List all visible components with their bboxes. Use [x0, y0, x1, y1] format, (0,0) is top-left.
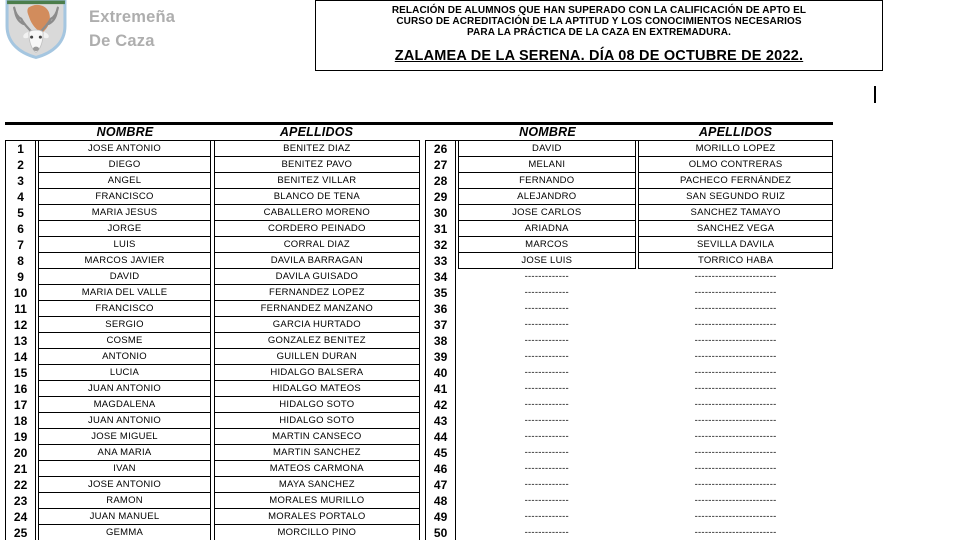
- row-number: 21: [13, 461, 28, 476]
- cell-nombre: -------------: [524, 335, 569, 347]
- student-row: [456, 141, 833, 157]
- cell-apellidos: BENITEZ PAVO: [214, 157, 420, 173]
- cell-apellidos: MARTIN CANSECO: [214, 429, 420, 445]
- empty-row: [456, 381, 833, 397]
- header-nombre: NOMBRE: [96, 125, 154, 140]
- student-row: [456, 237, 833, 253]
- cell-nombre: JORGE: [38, 221, 212, 237]
- row-number: 31: [433, 221, 448, 236]
- cell-apellidos: ------------------------: [694, 319, 777, 331]
- cell-nombre: JOSE CARLOS: [458, 205, 636, 221]
- cell-nombre: -------------: [524, 415, 569, 427]
- student-row: [36, 509, 420, 525]
- cell-apellidos: MARTIN SANCHEZ: [214, 445, 420, 461]
- brand-line-1: Extremeña: [89, 8, 176, 26]
- student-row: [36, 365, 420, 381]
- cell-nombre: -------------: [524, 431, 569, 443]
- cell-apellidos: CABALLERO MORENO: [214, 205, 420, 221]
- row-number: 17: [13, 397, 28, 412]
- empty-row: [456, 429, 833, 445]
- cell-nombre: GEMMA: [38, 525, 212, 540]
- text-cursor: [874, 86, 876, 103]
- row-number: 10: [13, 285, 28, 300]
- cell-apellidos: ------------------------: [694, 447, 777, 459]
- cell-apellidos: ------------------------: [694, 367, 777, 379]
- student-row: [36, 445, 420, 461]
- student-row: [456, 253, 833, 269]
- empty-row: [456, 301, 833, 317]
- cell-nombre: -------------: [524, 399, 569, 411]
- cell-apellidos: MORALES PORTALO: [214, 509, 420, 525]
- row-number: 24: [13, 509, 28, 524]
- row-number: 40: [433, 365, 448, 380]
- row-number: 7: [17, 237, 24, 252]
- cell-nombre: JOSE LUIS: [458, 253, 636, 269]
- student-row: [36, 221, 420, 237]
- cell-apellidos: ------------------------: [694, 399, 777, 411]
- row-number: 33: [433, 253, 448, 268]
- row-number: 47: [433, 477, 448, 492]
- row-number: 48: [433, 493, 448, 508]
- cell-apellidos: SANCHEZ TAMAYO: [638, 205, 833, 221]
- cell-nombre: -------------: [524, 319, 569, 331]
- cell-nombre: DAVID: [38, 269, 212, 285]
- cell-apellidos: MORILLO LOPEZ: [638, 141, 833, 157]
- empty-row: [456, 285, 833, 301]
- title-line-2: CURSO DE ACREDITACIÓN DE LA APTITUD Y LOS CONOCIMIENTOS NECESARIOS: [396, 16, 802, 28]
- title-line-1: RELACIÓN DE ALUMNOS QUE HAN SUPERADO CON LA CALIFICACIÓN DE APTO EL: [391, 5, 807, 16]
- cell-nombre: RAMON: [38, 493, 212, 509]
- cell-nombre: -------------: [524, 303, 569, 315]
- table-rows: [456, 141, 833, 540]
- student-row: [36, 349, 420, 365]
- cell-apellidos: HIDALGO MATEOS: [214, 381, 420, 397]
- student-row: [36, 141, 420, 157]
- roster-table-left: [5, 125, 420, 540]
- cell-apellidos: MAYA SANCHEZ: [214, 477, 420, 493]
- student-row: [456, 221, 833, 237]
- cell-apellidos: HIDALGO BALSERA: [214, 365, 420, 381]
- row-number: 18: [13, 413, 28, 428]
- empty-row: [456, 317, 833, 333]
- cell-apellidos: SAN SEGUNDO RUIZ: [638, 189, 833, 205]
- empty-row: [456, 509, 833, 525]
- row-number: 35: [433, 285, 448, 300]
- student-row: [36, 205, 420, 221]
- cell-nombre: -------------: [524, 511, 569, 523]
- student-row: [36, 413, 420, 429]
- empty-row: [456, 445, 833, 461]
- cell-nombre: JUAN ANTONIO: [38, 413, 212, 429]
- cell-nombre: LUCIA: [38, 365, 212, 381]
- cell-nombre: -------------: [524, 479, 569, 491]
- row-number: 13: [13, 333, 28, 348]
- cell-apellidos: DAVILA GUISADO: [214, 269, 420, 285]
- student-row: [36, 429, 420, 445]
- cell-nombre: FRANCISCO: [38, 301, 212, 317]
- cell-nombre: JOSE ANTONIO: [38, 477, 212, 493]
- header-apellidos: APELLIDOS: [279, 125, 354, 140]
- cell-apellidos: PACHECO FERNÁNDEZ: [638, 173, 833, 189]
- cell-apellidos: SEVILLA DAVILA: [638, 237, 833, 253]
- brand-text: [89, 5, 175, 53]
- row-number: 20: [13, 445, 28, 460]
- cell-apellidos: HIDALGO SOTO: [214, 413, 420, 429]
- cell-apellidos: ------------------------: [694, 271, 777, 283]
- cell-apellidos: ------------------------: [694, 527, 777, 539]
- row-number: 45: [433, 445, 448, 460]
- cell-nombre: JOSE MIGUEL: [38, 429, 212, 445]
- cell-nombre: -------------: [524, 351, 569, 363]
- student-row: [36, 253, 420, 269]
- cell-nombre: MARIA DEL VALLE: [38, 285, 212, 301]
- title-box: [315, 0, 883, 71]
- cell-nombre: -------------: [524, 463, 569, 475]
- cell-apellidos: GONZALEZ BENITEZ: [214, 333, 420, 349]
- deer-shield-logo-icon: [4, 0, 68, 60]
- row-number: 16: [13, 381, 28, 396]
- row-number: 30: [433, 205, 448, 220]
- empty-row: [456, 349, 833, 365]
- student-row: [36, 237, 420, 253]
- cell-apellidos: GARCIA HURTADO: [214, 317, 420, 333]
- cell-nombre: -------------: [524, 287, 569, 299]
- row-number: 41: [433, 381, 448, 396]
- cell-apellidos: SANCHEZ VEGA: [638, 221, 833, 237]
- row-number: 28: [433, 173, 448, 188]
- cell-apellidos: ------------------------: [694, 415, 777, 427]
- row-number: 42: [433, 397, 448, 412]
- cell-nombre: JUAN MANUEL: [38, 509, 212, 525]
- row-number: 43: [433, 413, 448, 428]
- cell-apellidos: ------------------------: [694, 383, 777, 395]
- cell-nombre: MELANI: [458, 157, 636, 173]
- row-number: 5: [17, 205, 24, 220]
- cell-nombre: -------------: [524, 367, 569, 379]
- student-row: [36, 269, 420, 285]
- cell-apellidos: FERNANDEZ LOPEZ: [214, 285, 420, 301]
- cell-apellidos: ------------------------: [694, 303, 777, 315]
- student-row: [456, 173, 833, 189]
- cell-nombre: IVAN: [38, 461, 212, 477]
- cell-nombre: -------------: [524, 383, 569, 395]
- row-number: 23: [13, 493, 28, 508]
- cell-apellidos: OLMO CONTRERAS: [638, 157, 833, 173]
- student-row: [36, 285, 420, 301]
- cell-apellidos: BENITEZ VILLAR: [214, 173, 420, 189]
- row-number: 9: [17, 269, 24, 284]
- row-number: 1: [17, 141, 24, 156]
- cell-apellidos: BLANCO DE TENA: [214, 189, 420, 205]
- row-number: 29: [433, 189, 448, 204]
- cell-apellidos: CORDERO PEINADO: [214, 221, 420, 237]
- empty-row: [456, 365, 833, 381]
- student-row: [36, 381, 420, 397]
- row-number: 11: [14, 301, 27, 316]
- cell-apellidos: CORRAL DIAZ: [214, 237, 420, 253]
- cell-apellidos: BENITEZ DIAZ: [214, 141, 420, 157]
- row-number: 8: [17, 253, 24, 268]
- cell-apellidos: ------------------------: [694, 351, 777, 363]
- title-line-3: PARA LA PRÁCTICA DE LA CAZA EN EXTREMADURA.: [467, 27, 731, 39]
- row-number: 32: [433, 237, 448, 252]
- cell-nombre: MARCOS: [458, 237, 636, 253]
- cell-nombre: JUAN ANTONIO: [38, 381, 212, 397]
- row-number: 14: [13, 349, 28, 364]
- empty-row: [456, 333, 833, 349]
- student-row: [36, 493, 420, 509]
- cell-nombre: DIEGO: [38, 157, 212, 173]
- student-row: [36, 477, 420, 493]
- cell-apellidos: ------------------------: [694, 463, 777, 475]
- student-row: [36, 189, 420, 205]
- row-number: 34: [433, 269, 448, 284]
- event-date-line: ZALAMEA DE LA SERENA. DÍA 08 DE OCTUBRE DE 2022.: [394, 47, 804, 64]
- row-number-column: [425, 141, 456, 540]
- row-number: 39: [433, 349, 448, 364]
- row-number: 4: [17, 189, 24, 204]
- student-row: [456, 189, 833, 205]
- row-number: 2: [17, 157, 24, 172]
- row-number: 37: [433, 317, 448, 332]
- cell-nombre: COSME: [38, 333, 212, 349]
- row-number-column: [5, 141, 36, 540]
- cell-apellidos: FERNANDEZ MANZANO: [214, 301, 420, 317]
- row-number: 36: [433, 301, 448, 316]
- cell-nombre: -------------: [524, 271, 569, 283]
- student-row: [36, 301, 420, 317]
- cell-nombre: ANA MARIA: [38, 445, 212, 461]
- cell-apellidos: ------------------------: [694, 479, 777, 491]
- cell-nombre: ARIADNA: [458, 221, 636, 237]
- student-row: [36, 333, 420, 349]
- row-number: 46: [433, 461, 448, 476]
- cell-nombre: SERGIO: [38, 317, 212, 333]
- row-number: 38: [433, 333, 448, 348]
- row-number: 25: [13, 525, 28, 540]
- cell-apellidos: MATEOS CARMONA: [214, 461, 420, 477]
- cell-apellidos: ------------------------: [694, 287, 777, 299]
- row-number: 44: [433, 429, 448, 444]
- student-row: [36, 317, 420, 333]
- cell-nombre: JOSE ANTONIO: [38, 141, 212, 157]
- cell-nombre: MARCOS JAVIER: [38, 253, 212, 269]
- student-row: [36, 461, 420, 477]
- cell-apellidos: ------------------------: [694, 335, 777, 347]
- row-number: 26: [433, 141, 448, 156]
- student-row: [456, 205, 833, 221]
- empty-row: [456, 413, 833, 429]
- cell-apellidos: TORRICO HABA: [638, 253, 833, 269]
- empty-row: [456, 477, 833, 493]
- row-number: 50: [433, 525, 448, 540]
- cell-nombre: FRANCISCO: [38, 189, 212, 205]
- row-number: 27: [433, 157, 448, 172]
- student-row: [36, 157, 420, 173]
- cell-apellidos: MORCILLO PINO: [214, 525, 420, 540]
- cell-apellidos: HIDALGO SOTO: [214, 397, 420, 413]
- row-number: 19: [13, 429, 28, 444]
- cell-nombre: ALEJANDRO: [458, 189, 636, 205]
- table-header-row: [425, 125, 833, 141]
- row-number: 22: [13, 477, 28, 492]
- cell-apellidos: ------------------------: [694, 495, 777, 507]
- row-number: 49: [433, 509, 448, 524]
- table-rows: [36, 141, 420, 540]
- cell-nombre: ANTONIO: [38, 349, 212, 365]
- brand-line-2: De Caza: [89, 32, 155, 50]
- student-row: [456, 157, 833, 173]
- empty-row: [456, 525, 833, 540]
- student-row: [36, 173, 420, 189]
- cell-nombre: LUIS: [38, 237, 212, 253]
- header-nombre: NOMBRE: [519, 125, 576, 140]
- student-row: [36, 525, 420, 540]
- empty-row: [456, 269, 833, 285]
- cell-apellidos: GUILLEN DURAN: [214, 349, 420, 365]
- row-number: 3: [17, 173, 24, 188]
- cell-apellidos: ------------------------: [694, 431, 777, 443]
- cell-apellidos: DAVILA BARRAGAN: [214, 253, 420, 269]
- cell-nombre: -------------: [524, 495, 569, 507]
- row-number: 15: [13, 365, 28, 380]
- cell-nombre: MAGDALENA: [38, 397, 212, 413]
- row-number: 12: [13, 317, 28, 332]
- cell-nombre: FERNANDO: [458, 173, 636, 189]
- roster-table-right: [425, 125, 833, 540]
- cell-nombre: DAVID: [458, 141, 636, 157]
- header-apellidos: APELLIDOS: [698, 125, 773, 140]
- cell-nombre: ANGEL: [38, 173, 212, 189]
- cell-apellidos: ------------------------: [694, 511, 777, 523]
- cell-nombre: -------------: [524, 447, 569, 459]
- student-row: [36, 397, 420, 413]
- empty-row: [456, 461, 833, 477]
- cell-nombre: -------------: [524, 527, 569, 539]
- row-number: 6: [17, 221, 24, 236]
- cell-nombre: MARIA JESUS: [38, 205, 212, 221]
- table-header-row: [5, 125, 420, 141]
- empty-row: [456, 493, 833, 509]
- empty-row: [456, 397, 833, 413]
- cell-apellidos: MORALES MURILLO: [214, 493, 420, 509]
